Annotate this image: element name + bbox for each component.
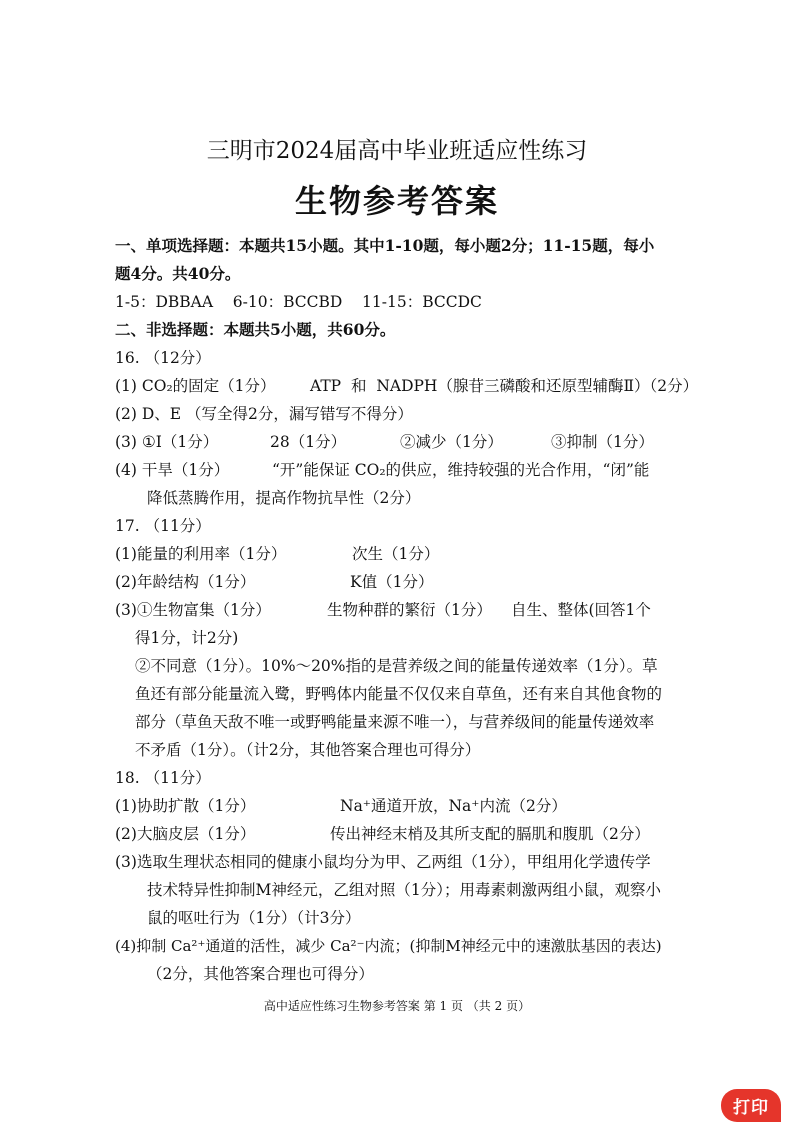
section1-heading-line2: 题4分。共40分。 [115,264,241,283]
document-subtitle: 生物参考答案 [294,182,499,220]
q16-l4a: (4) 干旱（1分） [115,461,230,479]
q18-line2 [115,823,650,845]
q17-line6: 鱼还有部分能量流入鹭，野鸭体内能量不仅仅来自草鱼，还有来自其他食物的 [135,685,663,703]
q16-l4b: “开”能保证 CO₂的供应，维持较强的光合作用，“闭”能 [272,461,650,479]
q16-head: 16. （12分） [115,349,211,367]
q16-line5: 降低蒸腾作用，提高作物抗旱性（2分） [147,489,421,507]
page-footer: 高中适应性练习生物参考答案 第 1 页 （共 2 页） [263,999,531,1013]
q16-line3 [115,431,654,453]
q18-l2b: 传出神经末梢及其所支配的膈肌和腹肌（2分） [330,825,650,843]
q18-line1 [115,795,567,817]
q18-l2a: (2)大脑皮层（1分） [115,825,256,843]
q17-line5: ②不同意（1分）。10%～20%指的是营养级之间的能量传递效率（1分）。草 [135,657,658,675]
q18-head: 18. （11分） [115,769,211,787]
section1-answers: 1-5：DBBAA 6-10：BCCBD 11-15：BCCDC [115,293,482,311]
q16-l3a: (3) ①Ⅰ（1分） [115,433,219,451]
q16-line1 [115,375,699,397]
q18-l1a: (1)协助扩散（1分） [115,797,256,815]
q18-line4: 技术特异性抑制M神经元，乙组对照（1分）；用毒素刺激两组小鼠，观察小 [147,881,661,899]
section2-heading: 二、非选择题：本题共5小题，共60分。 [115,320,396,339]
q16-line4 [115,459,650,481]
q17-line2 [115,571,434,593]
q16-l3c: ②减少（1分） [400,433,503,451]
q17-line7: 部分（草鱼天敌不唯一或野鸭能量来源不唯一），与营养级间的能量传递效率 [135,713,655,731]
section1-heading-line1: 一、单项选择题：本题共15小题。其中1-10题，每小题2分；11-15题，每小 [115,236,655,255]
q17-line4: 得1分，计2分) [135,629,239,647]
q17-l3b: 生物种群的繁衍（1分） [327,601,492,619]
q18-line3: (3)选取生理状态相同的健康小鼠均分为甲、乙两组（1分），甲组用化学遗传学 [115,853,651,871]
q17-l1b: 次生（1分） [352,545,440,563]
q16-l3d: ③抑制（1分） [551,433,654,451]
q17-line3 [115,599,651,621]
q17-l3a: (3)①生物富集（1分） [115,601,271,619]
q17-l1a: (1)能量的利用率（1分） [115,545,287,563]
document-title: 三明市2024届高中毕业班适应性练习 [206,138,588,164]
q17-l2a: (2)年龄结构（1分） [115,573,256,591]
q16-l3b: 28（1分） [270,433,347,451]
q17-head: 17. （11分） [115,517,211,535]
q18-line5: 鼠的呕吐行为（1分）（计3分） [147,909,361,927]
q18-line7: （2分，其他答案合理也可得分） [147,965,374,983]
q17-l2b: K值（1分） [350,573,434,591]
q17-line1 [115,543,440,565]
print-button[interactable]: 打印 [721,1089,781,1122]
q17-line8: 不矛盾（1分）。（计2分，其他答案合理也可得分） [135,741,481,759]
q16-line2: (2) D、E （写全得2分，漏写错写不得分） [115,405,413,423]
q16-l1b: ATP 和 NADPH（腺苷三磷酸和还原型辅酶Ⅱ）（2分） [310,377,699,395]
q17-l3c: 自生、整体(回答1个 [511,601,651,619]
q18-line6: (4)抑制 Ca²⁺通道的活性，减少 Ca²⁻内流；(抑制M神经元中的速激肽基因的表达) [115,937,662,955]
q16-l1a: (1) CO₂的固定（1分） [115,377,276,395]
q18-l1b: Na⁺通道开放，Na⁺内流（2分） [340,797,567,815]
